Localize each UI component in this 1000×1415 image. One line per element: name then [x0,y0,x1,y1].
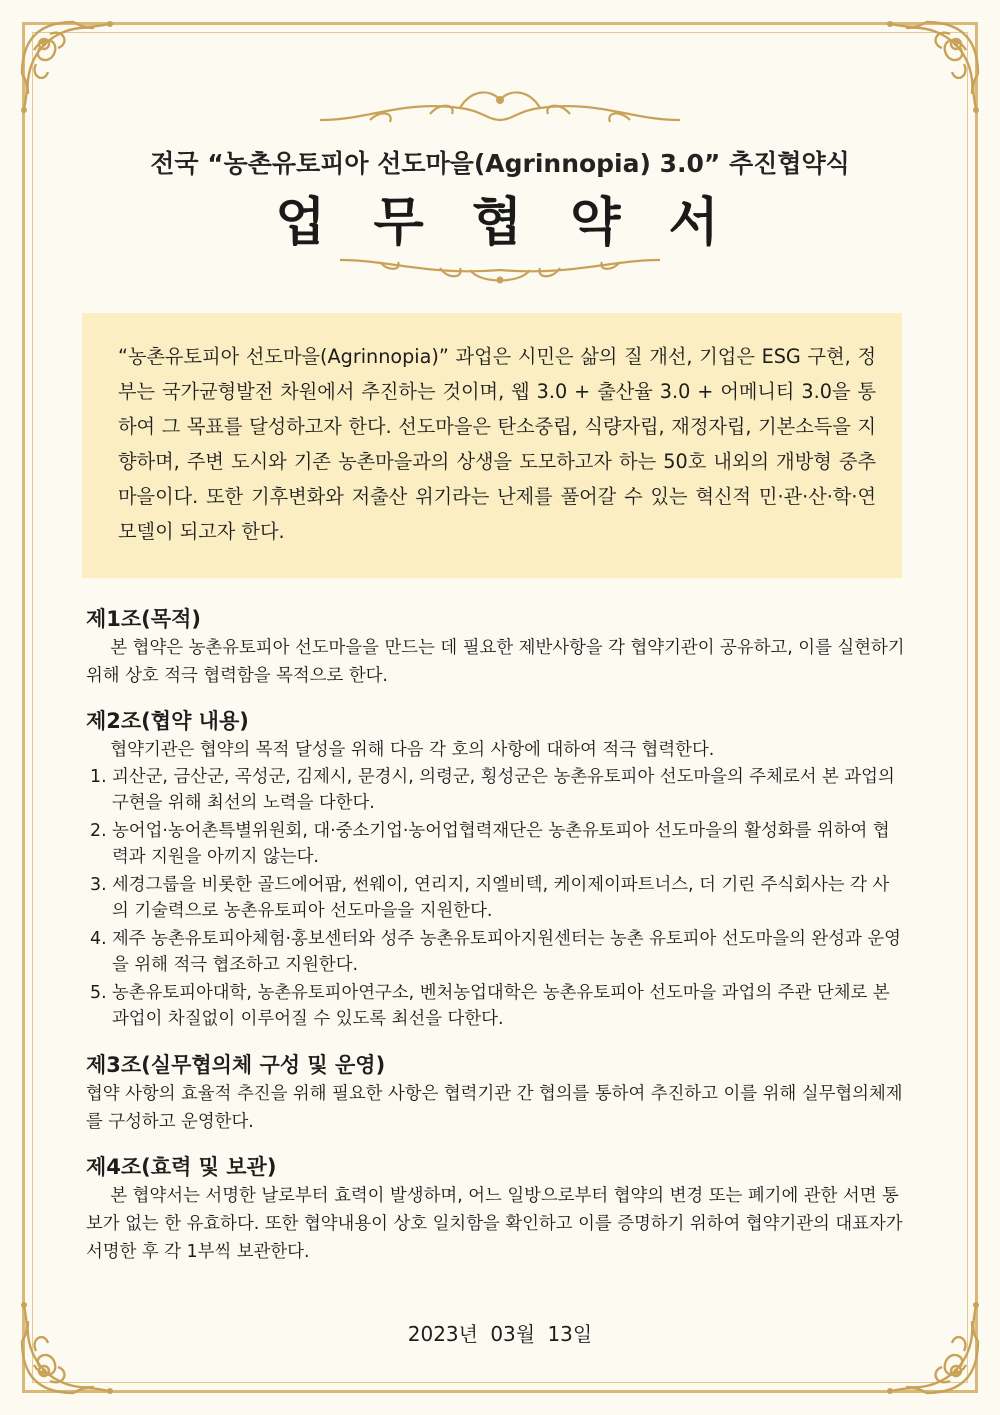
item-number: 5. [90,983,107,1003]
article-body: 본 협약서는 서명한 날로부터 효력이 발생하며, 어느 일방으로부터 협약의 변경 또는 폐기에 관한 서면 통보가 없는 한 유효하다. 또한 협약내용이 상호 일치함을 확인하고 이를 증명하기 위하여 협약기관의 대표자가 서명한 후 각 1부씩 보관한다. [86,1186,903,1262]
corner-ornament-icon [866,14,986,134]
item-number: 3. [90,875,107,895]
article-body: 협약기관은 협약의 목적 달성을 위해 다음 각 호의 사항에 대하여 적극 협력한다. [110,740,715,760]
item-text: 세경그룹을 비롯한 골드에어팜, 썬웨이, 연리지, 지엘비텍, 케이제이파트너스, 더 기린 주식회사는 각 사의 기술력으로 농촌유토피아 선도마을을 지원한다. [112,875,890,921]
article-title: 제1조(목적) [86,607,201,631]
item-number: 1. [90,767,107,787]
articles-section [86,604,906,1280]
list-item [86,764,906,816]
article-item-list [86,764,906,1032]
intro-box: “농촌유토피아 선도마을(Agrinnopia)” 과업은 시민은 삶의 질 개선, 기업은 ESG 구현, 정부는 국가균형발전 차원에서 추진하는 것이며, 웹 3.0 + 출산율 3.0 + 어메니티 3.0을 통하여 그 목표를 달성하고자 한다. 선도마을은 탄소중립, 식량자립, 재정자립, 기본소득을 지향하며, 주변 도시와 기존 농촌마을과의 상생을 도모하고자 하는 50호 내외의 개방형 중추마을이다. 또한 기후변화와 저출산 위기라는 난제를 풀어갈 수 있는 혁신적 민·관·산·학·연 모델이 되고자 한다. [82,313,902,578]
list-item [86,872,906,924]
page-title: 업 무 협 약 서 [275,193,725,253]
item-text: 농어업·농어촌특별위원회, 대·중소기업·농어업협력재단은 농촌유토피아 선도마을의 활성화를 위하여 협력과 지원을 아끼지 않는다. [112,821,890,867]
article-title: 제3조(실무협의체 구성 및 운영) [86,1053,386,1077]
article-3 [86,1050,906,1136]
article-1 [86,604,906,690]
agreement-date: 2023년 03월 13일 [407,1322,593,1346]
article-body: 본 협약은 농촌유토피아 선도마을을 만드는 데 필요한 제반사항을 각 협약기관이 공유하고, 이를 실현하기 위해 상호 적극 협력함을 목적으로 한다. [86,638,905,686]
item-text: 농촌유토피아대학, 농촌유토피아연구소, 벤처농업대학은 농촌유토피아 선도마을 과업의 주관 단체로 본 과업이 차질없이 이루어질 수 있도록 최선을 다한다. [112,983,890,1029]
article-title: 제4조(효력 및 보관) [86,1155,277,1179]
article-title: 제2조(협약 내용) [86,709,249,733]
title-flourish-icon [330,240,670,290]
list-item [86,980,906,1032]
corner-ornament-icon [14,14,134,134]
article-4 [86,1152,906,1266]
item-number: 4. [90,929,107,949]
ceremony-subtitle: 전국 “농촌유토피아 선도마을(Agrinnopia) 3.0” 추진협약식 [150,149,850,178]
title-flourish-icon [310,80,690,140]
item-number: 2. [90,821,107,841]
list-item [86,818,906,870]
article-2 [86,706,906,1032]
article-body: 협약 사항의 효율적 추진을 위해 필요한 사항은 협력기관 간 협의를 통하여 추진하고 이를 위해 실무협의체제를 구성하고 운영한다. [86,1084,903,1132]
item-text: 제주 농촌유토피아체험·홍보센터와 성주 농촌유토피아지원센터는 농촌 유토피아 선도마을의 완성과 운영을 위해 적극 협조하고 지원한다. [112,929,901,975]
list-item [86,926,906,978]
item-text: 괴산군, 금산군, 곡성군, 김제시, 문경시, 의령군, 횡성군은 농촌유토피아 선도마을의 주체로서 본 과업의 구현을 위해 최선의 노력을 다한다. [112,767,895,813]
